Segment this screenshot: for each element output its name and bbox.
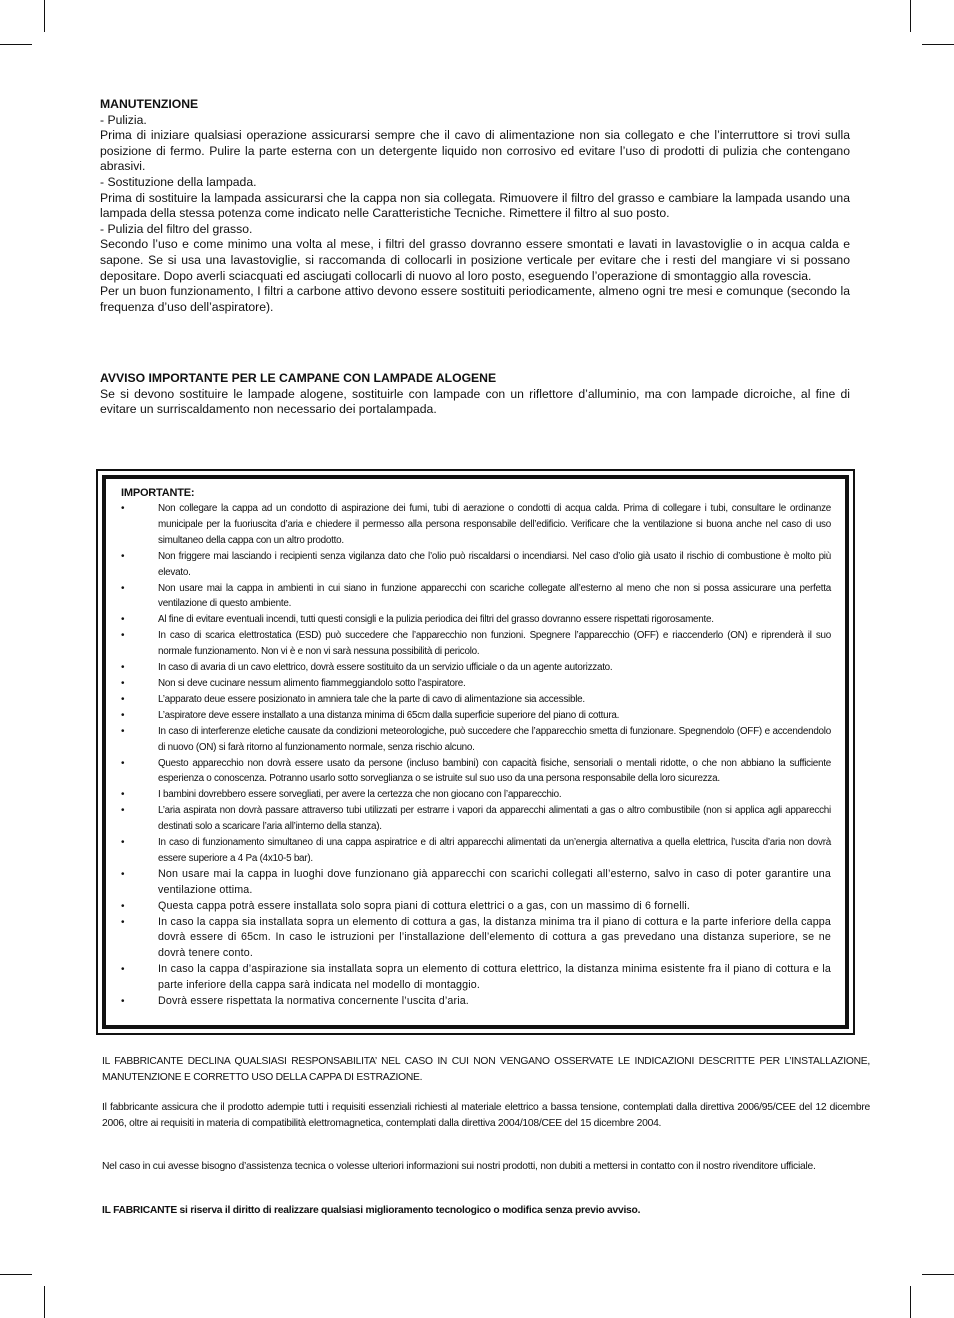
- assistance-note: Nel caso in cui avesse bisogno d’assistenza tecnica o volesse ulteriori informazioni sui nostri prodotti, non dubiti a mettersi in contatto con il nostro rivenditore ufficiale.: [102, 1161, 816, 1172]
- bullet-icon: •: [121, 868, 125, 880]
- crop-mark: [44, 0, 45, 32]
- bullet-icon: •: [121, 582, 125, 594]
- important-item: • In caso di funzionamento simultaneo di una cappa aspiratrice e di altri apparecchi alimentati da un’energia alternativa a quella elettrica, l’uscita d’aria non dovrà essere superiore a 4 Pa (4x10-5 bar).: [121, 837, 831, 864]
- bullet-icon: •: [121, 709, 125, 721]
- maintenance-paragraph: - Pulizia.: [100, 112, 147, 127]
- important-item: • Questa cappa potrà essere installata solo sopra piani di cottura elettrici o a gas, con un massimo di 6 fornelli.: [121, 899, 831, 915]
- halogen-heading: AVVISO IMPORTANTE PER LE CAMPANE CON LAMPADE ALOGENE: [100, 371, 497, 385]
- bullet-icon: •: [121, 693, 125, 705]
- important-item: • I bambini dovrebbero essere sorvegliati, per avere la certezza che non giocano con l’apparecchio.: [121, 787, 831, 803]
- halogen-text: Se si devono sostituire le lampade alogene, sostituirle con lampade con un riflettore d’alluminio, ma con lampade dicroiche, al fine di evitare un surriscaldamento non necessario dei portalampada.: [100, 386, 850, 417]
- important-item: • L’apparato deue essere posizionato in amniera tale che la parte di cavo di alimentazione sia accessible.: [121, 692, 831, 708]
- crop-mark: [0, 44, 32, 45]
- important-heading: IMPORTANTE:: [121, 487, 195, 499]
- maintenance-paragraph: Prima di iniziare qualsiasi operazione assicurarsi sempre che il cavo di alimentazione non sia collegato e che l’interruttore si trovi sulla posizione di fermo. Pulire la parte esterna con un detergente liquido non corrosivo ed evitare l’uso di prodotti di pulizia che contengano abrasivi.: [100, 128, 850, 174]
- bullet-icon: •: [121, 900, 125, 912]
- important-item: • L’aspiratore deve essere installato a una distanza minima di 65cm dalla superficie superiore del piano di cottura.: [121, 708, 831, 724]
- important-item: • Questo apparecchio non dovrà essere usato da persone (incluso bambini) con capacità fisiche, sensoriali o mentali ridotte, o che non abbiano la sufficiente esperienza o conoscenza. Potranno usarlo sotto sorveglianza o se istruite sul suo uso da una persona responsabile della loro sicurezza.: [121, 757, 831, 785]
- bullet-icon: •: [121, 503, 125, 514]
- crop-mark: [922, 44, 954, 45]
- important-item: • Al fine di evitare eventuali incendi, tutti questi consigli e la pulizia periodica dei filtri del grasso dovranno essere rispettati rigorosamente.: [121, 612, 831, 628]
- important-item: • Non usare mai la cappa in ambienti in cui siano in funzione apparecchi con scariche collegate all’esterno al meno che non si possa assicurare una perfetta ventilazione di questo ambiente.: [121, 582, 831, 610]
- maintenance-paragraph: Prima di sostituire la lampada assicurarsi che la cappa non sia collegata. Rimuovere il filtro del grasso e cambiare la lampada usando una lampada della stessa potenza come indicato nelle Caratteristiche Tecniche. Rimettere il filtro al suo posto.: [100, 190, 850, 221]
- bullet-icon: •: [121, 805, 125, 817]
- important-item: • In caso la cappa sia installata sopra un elemento di cottura a gas, la distanza minima tra il piano di cottura e la parte inferiore della cappa dovrà essere di 65cm. In caso le istruzioni per l’installazione dell’elemento di cottura a gas prevedano una distanza superiore, se ne dovrà tenere conto.: [121, 915, 831, 960]
- important-item: • Non usare mai la cappa in luoghi dove funzionano già apparecchi con scarichi collegati all’esterno, salvo in caso di poter garantire una ventilazione ottima.: [121, 867, 831, 896]
- compliance-statement: Il fabbricante assicura che il prodotto adempie tutti i requisiti essenziali richiesti al materiale elettrico a bassa tensione, contemplati dalla direttiva 2006/95/CEE del 12 dicembre 2006, oltre ai requisiti in materia di compatibilità elettromagnetica, contemplati dalla direttiva 2004/108/CEE del 15 dicembre 2004.: [102, 1102, 870, 1129]
- important-item: • In caso la cappa d’aspirazione sia installata sopra un elemento di cottura elettrico, la distanza minima esistente fra il piano di cottura e la parte inferiore della cappa sarà indicata nel modello di montaggio.: [121, 963, 831, 992]
- bullet-icon: •: [121, 789, 125, 801]
- important-list: [121, 501, 831, 1010]
- manufacturer-disclaimer: IL FABBRICANTE DECLINA QUALSIASI RESPONSABILITA’ NEL CASO IN CUI NON VENGANO OSSERVATE LE INDICAZIONI DESCRITTE PER L’INSTALLAZIONE, MANUTENZIONE E CORRETTO USO DELLA CAPPA DI ESTRAZIONE.: [102, 1056, 870, 1083]
- important-item: • Non si deve cucinare nessum alimento fiammeggiandolo sotto l’aspiratore.: [121, 676, 831, 692]
- important-box: [121, 487, 831, 1010]
- crop-mark: [0, 1274, 32, 1275]
- maintenance-paragraph: Per un buon funzionamento, I filtri a carbone attivo devono essere sostituiti periodicamente, almeno ogni tre mesi e comunque (secondo la frequenza d’uso dell’aspiratore).: [100, 284, 850, 314]
- bullet-icon: •: [121, 837, 125, 849]
- maintenance-paragraph: - Sostituzione della lampada.: [100, 174, 257, 189]
- halogen-section: [100, 371, 850, 418]
- bullet-icon: •: [121, 677, 125, 689]
- bullet-icon: •: [121, 614, 125, 626]
- bullet-icon: •: [121, 757, 125, 769]
- crop-mark: [922, 1274, 954, 1275]
- important-item: • Dovrà essere rispettata la normativa concernente l’uscita d’aria.: [121, 994, 831, 1010]
- bullet-icon: •: [121, 964, 125, 976]
- crop-mark: [910, 0, 911, 32]
- important-item: • In caso di scarica elettrostatica (ESD) può succedere che l’apparecchio non funzioni. Spegnere l’apparecchio (OFF) e riaccenderlo (ON) e riprenderà il suo normale funzionamento. Non vi è e non vi sarà nessuna possibilità di pericolo.: [121, 630, 831, 658]
- bullet-icon: •: [121, 916, 125, 928]
- maintenance-paragraph: Secondo l’uso e come minimo una volta al mese, i filtri del grasso dovranno essere smontati e lavati in lavastoviglie o in acqua calda e sapone. Se si usa una lavastoviglie, si raccomanda di collocarli in posizione verticale per evitare che i resti del mangiare vi si possano depositare. Dopo averli sciacquati ed asciugati collocarli di nuovo al loro posto, eseguendo l’operazione di smontaggio alla rovescia.: [100, 237, 850, 283]
- maintenance-section: [100, 97, 850, 315]
- reserve-rights-note: IL FABRICANTE si riserva il diritto di realizzare qualsiasi miglioramento tecnologico o modifica senza previo avviso.: [102, 1205, 641, 1216]
- bullet-icon: •: [121, 550, 125, 562]
- important-item: • Non friggere mai lasciando i recipienti senza vigilanza dato che l’olio può riscaldarsi o incendiarsi. Nel caso d’olio già usato il rischio di combustione è molto più elevato.: [121, 550, 831, 578]
- crop-mark: [44, 1286, 45, 1318]
- bullet-icon: •: [121, 630, 125, 642]
- bullet-icon: •: [121, 996, 125, 1008]
- maintenance-paragraph: - Pulizia del filtro del grasso.: [100, 221, 253, 236]
- important-item: • In caso di avaria di un cavo elettrico, dovrà essere sostituito da un servizio ufficiale o da un agente autorizzato.: [121, 660, 831, 676]
- important-item: • Non collegare la cappa ad un condotto di aspirazione dei fumi, tubi di aerazione o condotti di acqua calda. Prima di collegare i tubi, consultare le ordinanze municipale per la fuoriuscita d’aria e chiedere il permesso alla persona responsabile dell’edificio. Verificare che la ventilazione si buona anche nel caso di uso simultaneo della cappa con un altro prodotto.: [121, 503, 831, 546]
- bullet-icon: •: [121, 662, 125, 674]
- crop-mark: [910, 1286, 911, 1318]
- bullet-icon: •: [121, 725, 125, 737]
- important-item: • L’aria aspirata non dovrà passare attraverso tubi utilizzati per estrarre i vapori da apparecchi alimentati a gas o altro combustibile (non si applica agli apparecchi destinati solo a scaricare l’aria all’interno della stanza).: [121, 805, 831, 833]
- maintenance-heading: MANUTENZIONE: [100, 97, 199, 111]
- important-item: • In caso di interferenze eletiche causate da condizioni meteorologiche, può succedere che l’apparecchio smetta di funzionare. Spegnendolo (OFF) e accendendolo di nuovo (ON) si farà ritorno al funzionamento normale, senza rischio alcuno.: [121, 725, 831, 753]
